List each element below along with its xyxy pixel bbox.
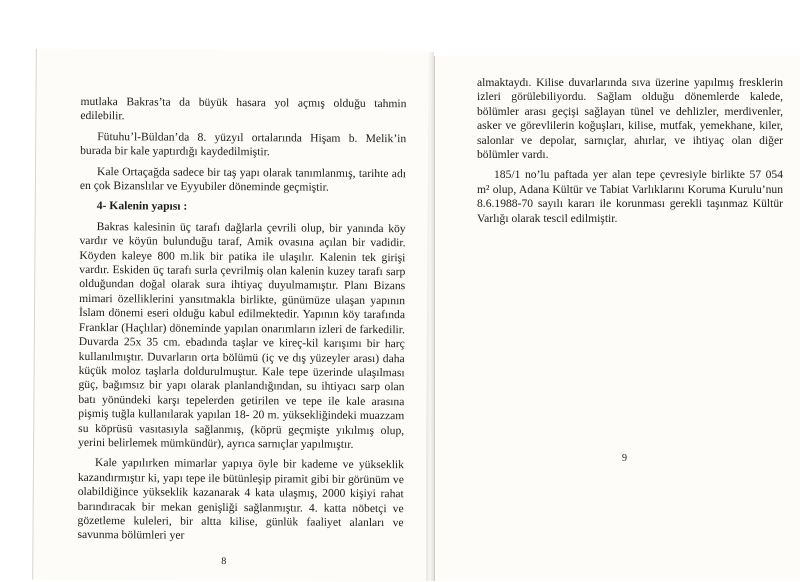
page-number: 8: [221, 555, 227, 567]
paragraph: almaktaydı. Kilise duvarlarında sıva üzerine yapılmış fresklerin izleri görülebiliyordu. Sağlam olduğu dönemlerde kalede, bölümler arası geçişi sağlayan tünel ve dehlizler, merdivenler, asker ve görevlilerin koğuşları, kilise, mutfak, yemekhane, kiler, salonlar ve depolar, sarnıçlar, ahırlar, ve ihtiyaç olan diğer bölümler vardı.: [477, 76, 783, 162]
section-heading: 4- Kalenin yapısı :: [96, 199, 188, 214]
paragraph: Fütuhu’l-Büldan’da 8. yüzyıl ortalarında Hişam b. Melik’in burada bir kale yaptırdığı kaydedilmiştir.: [80, 129, 407, 159]
paragraph: mutlaka Bakras’ta da büyük hasara yol açmış olduğu tahmin edilebilir.: [80, 94, 407, 123]
paragraph: 185/1 no’lu paftada yer alan tepe çevresiyle birlikte 57 054 m² olup, Adana Kültür ve Tabiat Varlıklarını Koruma Kurulu’nun 8.6.1988-70 sayılı kararı ile korunması gerekli taşınmaz Kültür Varlığı olarak tescil edilmiştir.: [477, 168, 783, 225]
paragraph: Kale Ortaçağda sadece bir taş yapı olarak tanımlanmış, tarihte adı en çok Bizanslılar ve Eyyubiler döneminde geçmiştir.: [79, 164, 407, 194]
paragraph: Kale yapılırken mimarlar yapıya öyle bir kademe ve yükseklik kazandırmıştır ki, yapı tepe ile bütünleşip piramit gibi bir görünüm ve olabildiğince yükseklik kazanarak 4 kata ulaşmış, 2000 kişiyi rahat barındıracak bir mekan genişliği sağlanmıştır. 4. katta nöbetçi ve gözetleme kuleleri, bir altta kilise, günlük faaliyet alanları ve savunma bölümleri yer: [77, 456, 405, 543]
page-number: 9: [622, 453, 627, 464]
right-page-text: [477, 76, 783, 232]
right-page: [434, 56, 800, 581]
paragraph: Bakras kalesinin üç tarafı dağlarla çevrili olup, bir yanında köy vardır ve köyün bulunduğu taraf, Amik ovasına açılan bir vadidir. Köyden kaleye 800 m.lik bir patika ile ulaşılır. Kalenin tek girişi vardır. Eskiden üç tarafı surla çevrilmiş olan kalenin kuzey tarafı sarp olduğundan doğal olarak sura ihtiyaç duyulmamıştır. Planı Bizans mimari özelliklerini yansıtmakla birlikte, günümüze ulaşan yapının İslam dönemi eseri olduğu kabul edilmektedir. Yapının köy tarafında Franklar (Haçlılar) döneminde yapılan onarımların izleri de farkedilir. Duvarda 25x 35 cm. ebadında taşlar ve kireç-kil karışımı bir harç kullanılmıştır. Duvarların orta bölümü (iç ve dış yüzeyler arası) daha küçük moloz taşlarla doldurulmuştur. Kale tepe üzerinde ulaşılması güç, bağımsız bir yapı olarak planlandığından, su ihtiyacı sarp olan batı yönündeki karşı tepelerden getirilen ve tepe ile kale arasına pişmiş tuğla kullanılarak yapılan 18- 20 m. yüksekliğindeki muazzam su köprüsü vasıtasıyla sağlanmış, (köprü geçmişte yıkılmış olup, yerini belirlemek mümkündür), ayrıca sarnıçlar yapılmıştır.: [78, 219, 406, 451]
left-page-text: [77, 95, 406, 551]
left-page: [32, 49, 429, 582]
